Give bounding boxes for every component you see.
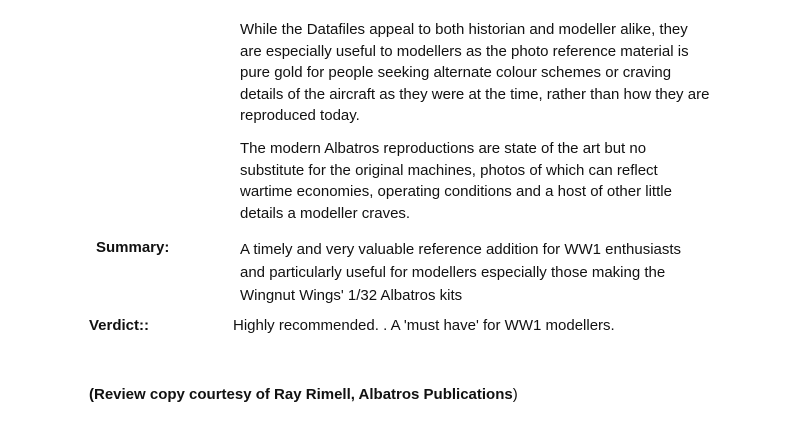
summary-text: A timely and very valuable reference addition for WW1 enthusiasts and particularly useful for modellers especially those making the Wingnut Wings' 1/32 Albatros kits bbox=[240, 241, 682, 304]
review-credit-text: (Review copy courtesy of Ray Rimell, Albatros Publications bbox=[89, 386, 513, 403]
body-paragraph-2: The modern Albatros reproductions are state of the art but no substitute for the original machines, photos of which can reflect wartime economies, operating conditions and a host of other little details a modeller craves. bbox=[240, 140, 672, 222]
review-credit-close: ) bbox=[512, 386, 518, 403]
verdict-text: Highly recommended. . A 'must have' for WW1 modellers. bbox=[233, 317, 615, 334]
summary-label: Summary: bbox=[96, 239, 170, 256]
review-credit bbox=[89, 386, 518, 403]
verdict-label: Verdict:: bbox=[89, 317, 150, 334]
body-paragraph-1: While the Datafiles appeal to both historian and modeller alike, they are especially useful to modellers as the photo reference material is pure gold for people seeking alternate colour schemes or craving details of the aircraft as they were at the time, rather than how they are reproduced today. bbox=[240, 21, 710, 124]
